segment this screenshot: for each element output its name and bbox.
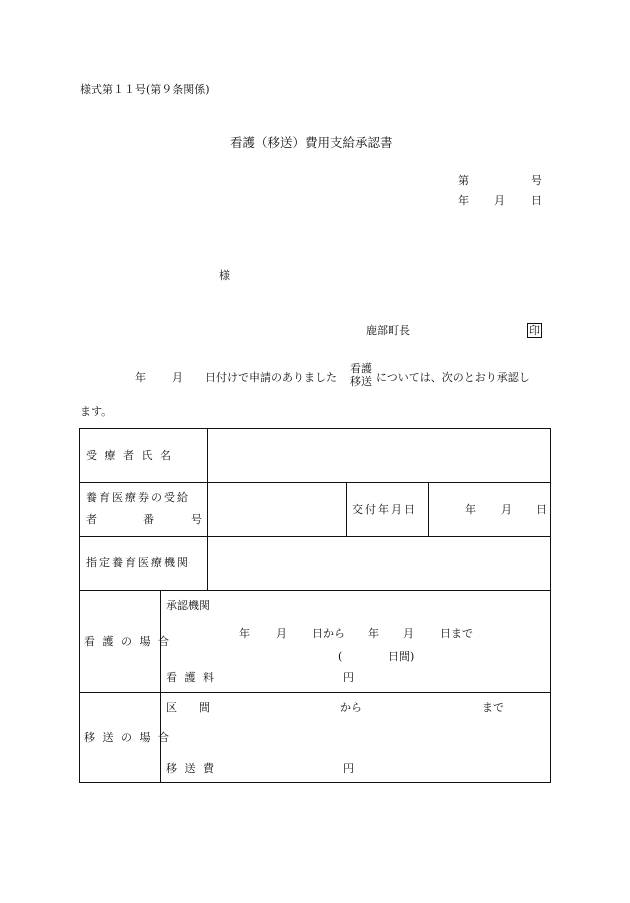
- period-from-year: 年: [239, 627, 250, 640]
- recipient-number-label-line1: 養育医療券の受給: [86, 491, 190, 504]
- issuer-name: 鹿部町長: [366, 324, 410, 337]
- period-to-month: 月: [403, 627, 414, 640]
- table-border-left: [79, 428, 80, 783]
- table-border-right: [550, 428, 551, 783]
- nursing-case-label: 看 護 の 場 合: [84, 635, 171, 648]
- issue-date-day: 日: [536, 503, 547, 516]
- table-rule: [79, 482, 551, 483]
- date-year: 年: [458, 194, 469, 207]
- issue-date-month: 月: [501, 503, 512, 516]
- number-prefix: 第: [458, 174, 469, 187]
- table-rule: [79, 692, 551, 693]
- form-number: 様式第１１号(第９条関係): [80, 83, 210, 96]
- table-rule: [79, 536, 551, 537]
- body-month: 月: [172, 371, 183, 384]
- body-text-mid: 日付けで申請のありました: [205, 371, 337, 384]
- period-from-day: 日から: [312, 627, 345, 640]
- nursing-fee-label: 看 護 料: [166, 671, 216, 684]
- body-text-tail: については、次のとおり承認し: [376, 371, 530, 384]
- table-rule: [79, 590, 551, 591]
- table-border-top: [79, 428, 551, 429]
- days-paren-open: (: [338, 650, 343, 663]
- recipient-number-label-c: 号: [191, 513, 202, 526]
- period-to-day: 日まで: [440, 627, 473, 640]
- period-to-year: 年: [368, 627, 379, 640]
- recipient-number-label-a: 者: [86, 513, 97, 526]
- issue-date-label: 交付年月日: [352, 503, 417, 516]
- transport-case-label: 移 送 の 場 合: [84, 731, 171, 744]
- transport-section-label: 区 間: [166, 701, 210, 714]
- transport-fee-label: 移 送 費: [166, 762, 216, 775]
- date-month: 月: [494, 194, 505, 207]
- table-column-divider: [207, 428, 208, 590]
- stacked-choice-nursing: 看護: [350, 362, 372, 375]
- patient-name-label: 受 療 者 氏 名: [86, 449, 173, 462]
- table-column-divider: [346, 482, 347, 536]
- issue-date-year: 年: [465, 503, 476, 516]
- table-column-divider: [160, 590, 161, 782]
- body-stacked-choice: [350, 362, 372, 388]
- body-year: 年: [135, 371, 146, 384]
- days-count-label: 日間): [388, 650, 415, 663]
- approval-organization-label: 承認機関: [166, 599, 210, 612]
- body-text-cont: ます。: [80, 405, 113, 418]
- period-from-month: 月: [276, 627, 287, 640]
- transport-fee-yen: 円: [343, 762, 354, 775]
- recipient-number-label-b: 番: [143, 513, 154, 526]
- transport-from-label: から: [340, 701, 362, 714]
- seal-mark: 印: [529, 324, 540, 337]
- number-suffix: 号: [531, 174, 542, 187]
- addressee-honorific: 様: [219, 269, 230, 282]
- institution-label: 指定養育医療機関: [86, 556, 190, 569]
- date-day: 日: [531, 194, 542, 207]
- stacked-choice-transport: 移送: [350, 375, 372, 388]
- transport-until-label: まで: [482, 701, 504, 714]
- nursing-fee-yen: 円: [343, 671, 354, 684]
- document-title: 看護（移送）費用支給承認書: [230, 135, 393, 150]
- table-border-bottom: [79, 782, 551, 783]
- table-column-divider: [428, 482, 429, 536]
